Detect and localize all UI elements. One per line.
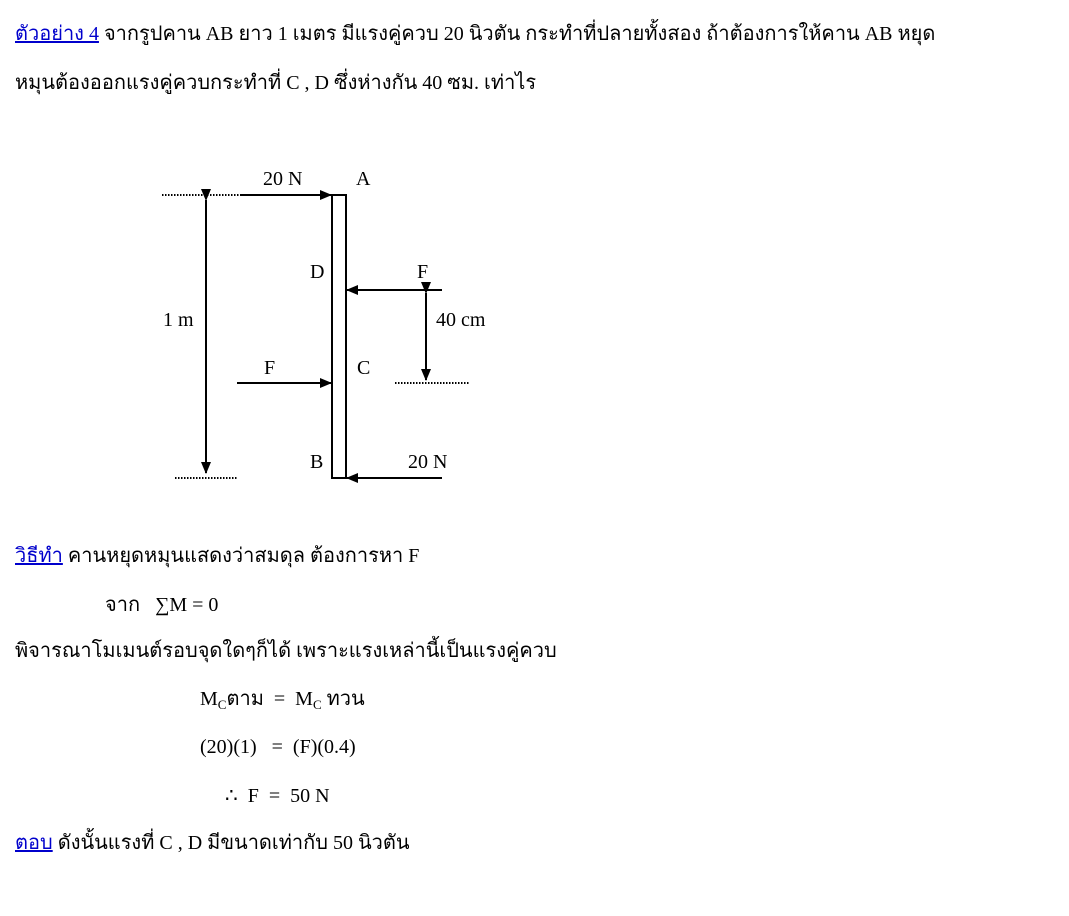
answer-line	[15, 831, 410, 855]
point-d-label: D	[310, 261, 325, 283]
moment-balance-line	[200, 687, 365, 717]
sum-moment-line	[105, 593, 218, 617]
answer-label: ตอบ	[15, 832, 53, 854]
moment-sub-left: C	[217, 697, 227, 712]
point-c-label: C	[357, 357, 371, 379]
solution-intro-line	[15, 544, 419, 568]
length-label: 1 m	[163, 309, 194, 331]
problem-line-1	[15, 22, 935, 46]
consider-line: พิจารณาโมเมนต์รอบจุดใดๆก็ได้ เพราะแรงเหล่านี้เป็นแรงคู่ควบ	[15, 640, 557, 662]
moment-sub-right: C	[312, 697, 322, 712]
moment-symbol-right: M	[295, 688, 313, 710]
beam-ab	[332, 195, 346, 478]
problem-line-2: หมุนต้องออกแรงคู่ควบกระทำที่ C , D ซึ่งห่างกัน 40 ซม. เท่าไร	[15, 72, 537, 94]
sum-moment-equation: ∑M = 0	[155, 594, 219, 616]
counterclockwise-word: ทวน	[321, 688, 365, 710]
bottom-force-label: 20 N	[408, 451, 448, 473]
solution-intro: คานหยุดหมุนแสดงว่าสมดุล ต้องการหา F	[62, 545, 420, 567]
answer-text: ดังนั้นแรงที่ C , D มีขนาดเท่ากับ 50 นิวตัน	[52, 832, 410, 854]
force-f-left-label: F	[264, 357, 276, 379]
moment-symbol-left: M	[200, 688, 218, 710]
point-b-label: B	[310, 451, 324, 473]
solution-label: วิธีทำ	[15, 545, 63, 567]
top-force-label: 20 N	[263, 168, 303, 190]
result-line: ∴ F = 50 N	[225, 785, 330, 807]
from-word: จาก	[105, 594, 141, 616]
spacing-label: 40 cm	[436, 309, 486, 331]
point-a-label: A	[356, 168, 371, 190]
beam-diagram	[0, 150, 1069, 490]
clockwise-word: ตาม	[226, 688, 264, 710]
substitution-line: (20)(1) = (F)(0.4)	[200, 736, 356, 758]
example-label: ตัวอย่าง 4	[15, 23, 99, 45]
force-f-right-label: F	[417, 261, 429, 283]
equals-sign: =	[263, 688, 296, 710]
problem-text-1: จากรูปคาน AB ยาว 1 เมตร มีแรงคู่ควบ 20 นิวตัน กระทำที่ปลายทั้งสอง ถ้าต้องการให้คาน AB หยุด	[98, 23, 936, 45]
